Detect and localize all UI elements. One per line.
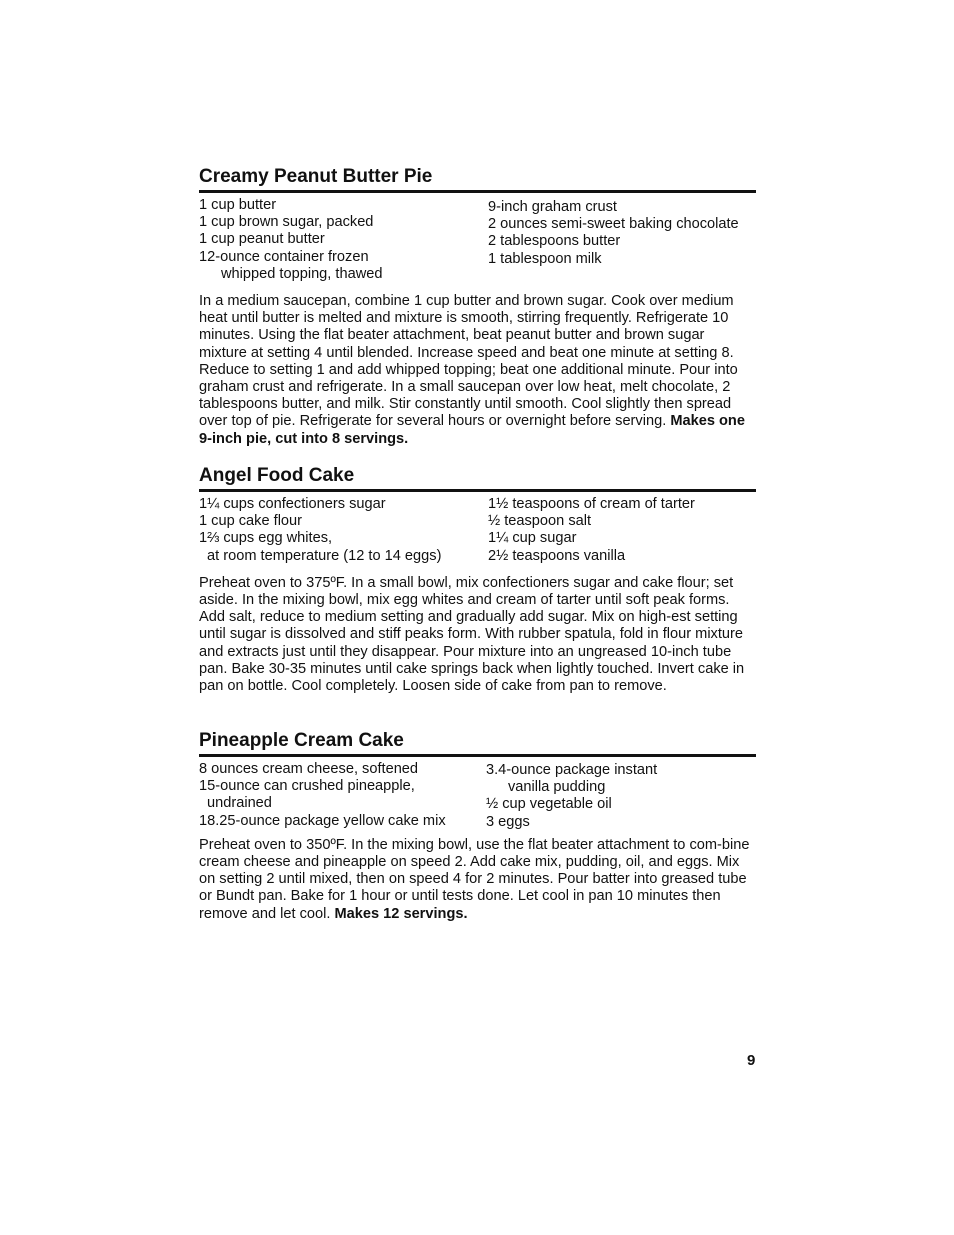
ingredients-left-column — [199, 761, 486, 831]
directions — [199, 575, 756, 695]
ingredient: vanilla pudding — [508, 779, 606, 796]
directions — [199, 837, 756, 923]
recipe-pineapple-cream-cake — [199, 730, 756, 937]
ingredient: ½ teaspoon salt — [488, 513, 592, 530]
ingredient: 9-inch graham crust — [488, 199, 617, 215]
title-divider — [199, 489, 756, 492]
recipe-title: Angel Food Cake — [199, 465, 355, 486]
ingredients-list — [199, 197, 756, 283]
ingredient: 15-ounce can crushed pineapple, — [199, 778, 415, 795]
ingredient: 1⅔ cups egg whites, — [199, 530, 333, 547]
ingredient: at room temperature (12 to 14 eggs) — [207, 547, 442, 564]
ingredient: 8 ounces cream cheese, softened — [199, 761, 419, 777]
ingredient: 1 cup peanut butter — [199, 231, 325, 248]
ingredient: 1¼ cups confectioners sugar — [199, 496, 386, 512]
ingredients-right-column — [488, 496, 756, 565]
ingredients-right-column — [488, 197, 756, 283]
ingredient: 2½ teaspoons vanilla — [488, 547, 626, 564]
title-divider — [199, 754, 756, 757]
ingredient: 1 cup butter — [199, 197, 277, 213]
ingredients-left-column — [199, 197, 488, 283]
ingredient: undrained — [207, 795, 272, 812]
ingredient: 2 ounces semi-sweet baking chocolate — [488, 216, 739, 233]
ingredient: 2 tablespoons butter — [488, 233, 621, 250]
ingredient: 1 cup cake flour — [199, 513, 303, 530]
directions-text: Preheat oven to 375ºF. In a small bowl, mix confectioners sugar and cake flour; set aside. In the mixing bowl, mix egg whites and cream of tarter until soft peak forms. Add salt, reduce to medium setting and gradually add sugar. Mix on high-est setting until sugar is dissolved and stiff peaks form. With rubber spatula, fold in flour mixture and extracts just until they disappear. Pour mixture into an ungreased 10-inch tube pan. Bake 30-35 minutes until cake springs back when lightly touched. Invert cake in pan on bottle. Cool completely. Loosen side of cake from pan to remove. — [199, 574, 745, 695]
ingredient: 1¼ cup sugar — [488, 530, 577, 547]
recipe-angel-food-cake — [199, 465, 756, 710]
directions-text: In a medium saucepan, combine 1 cup butter and brown sugar. Cook over medium heat until butter is melted and mixture is smooth, stirring frequently. Refrigerate 10 minutes. Using the flat beater attachment, beat peanut butter and brown sugar mixture at setting 4 until blended. Increase speed and beat one minute at setting 8. Reduce to setting 1 and add whipped topping; beat one additional minute. Pour into graham crust and refrigerate. In a small saucepan over low heat, melt chocolate, 2 tablespoons butter, and milk. Stir constantly until smooth. Cool slightly then spread over top of pie. Refrigerate for several hours or overnight before serving. — [199, 293, 738, 430]
ingredient: 18.25-ounce package yellow cake mix — [199, 812, 446, 829]
ingredient: whipped topping, thawed — [221, 265, 383, 282]
yield-text: Makes 12 servings. — [334, 905, 468, 922]
title-divider — [199, 190, 756, 193]
recipe-title: Creamy Peanut Butter Pie — [199, 166, 433, 187]
ingredients-list — [199, 761, 756, 831]
ingredients-list — [199, 496, 756, 565]
ingredient: 1 tablespoon milk — [488, 250, 602, 267]
recipe-title: Pineapple Cream Cake — [199, 730, 404, 751]
ingredients-right-column — [486, 761, 756, 831]
ingredient: ½ cup vegetable oil — [486, 796, 612, 813]
directions — [199, 293, 756, 448]
directions-text: Preheat oven to 350ºF. In the mixing bowl, use the flat beater attachment to com-bine cream cheese and pineapple on speed 2. Add cake mix, pudding, oil, and eggs. Mix on setting 2 until mixed, then on speed 4 for 2 minutes. Pour batter into greased tube or Bundt pan. Bake for 1 hour or until tests done. Let cool in pan 10 minutes then remove and let cool. — [199, 836, 750, 922]
ingredient: 3 eggs — [486, 813, 530, 830]
yield-text: Makes one 9-inch pie, cut into 8 servings. — [199, 413, 745, 447]
ingredient: 12-ounce container frozen — [199, 248, 369, 265]
recipe-creamy-peanut-butter-pie — [199, 166, 756, 462]
ingredient: 1 cup brown sugar, packed — [199, 214, 374, 231]
ingredient: 1½ teaspoons of cream of tarter — [488, 496, 695, 512]
page-number: 9 — [747, 1052, 756, 1069]
ingredient: 3.4-ounce package instant — [486, 762, 658, 778]
ingredients-left-column — [199, 496, 488, 565]
